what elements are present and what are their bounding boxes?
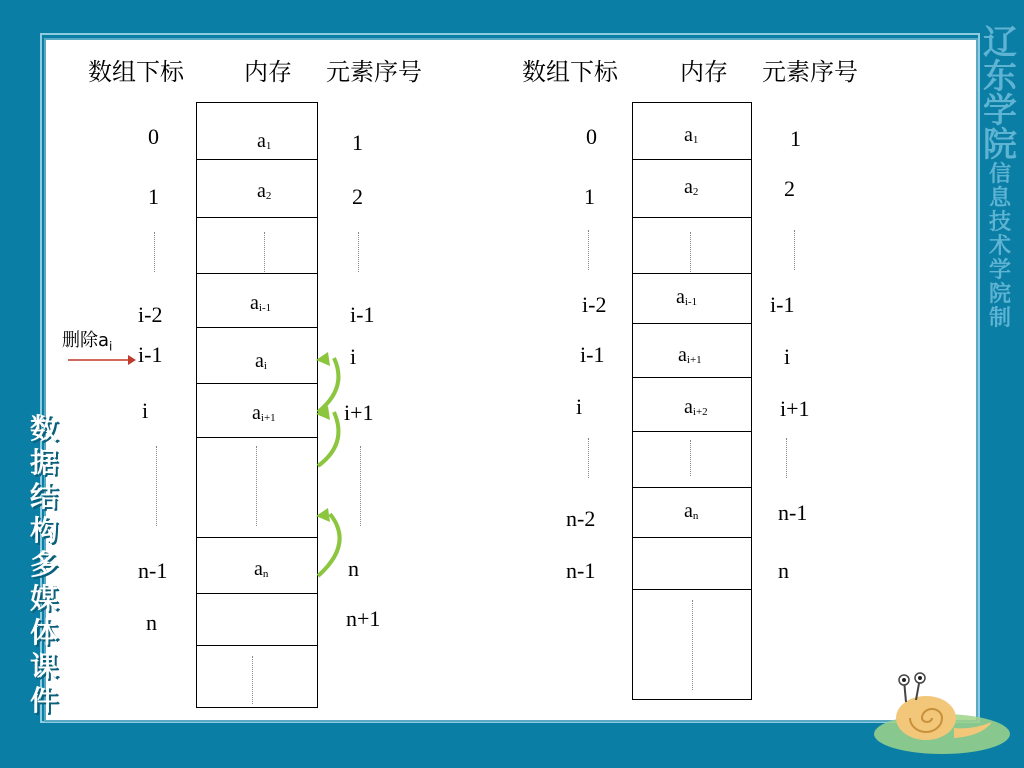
left-memory-header: 内存 [244, 58, 292, 86]
delete-arrow-icon [66, 350, 136, 370]
left-order-label: n+1 [346, 606, 381, 631]
right-index-label: i-2 [582, 292, 607, 317]
right-memory-cell: $a_{i+2}$ [684, 396, 708, 418]
left-order-label: 1 [352, 130, 363, 155]
right-memory-cell: $a_2$ [684, 176, 699, 198]
right-index-label: i-1 [580, 342, 605, 367]
right-index-header: 数组下标 [522, 58, 618, 86]
right-order-label: 1 [790, 126, 801, 151]
right-memory-cell: $a_1$ [684, 124, 699, 146]
right-index-label: n-2 [566, 506, 596, 531]
course-char: 数 [29, 412, 58, 445]
dept-char: 学 [988, 258, 1011, 283]
left-index-header: 数组下标 [88, 58, 184, 86]
school-char: 东 [983, 57, 1017, 97]
left-order-label: i-1 [350, 302, 375, 327]
dept-char: 信 [988, 162, 1011, 187]
school-char: 辽 [983, 23, 1017, 63]
right-memory-cell: $a_{i+1}$ [678, 344, 702, 366]
right-order-label: i [784, 344, 791, 369]
right-index-label: 0 [586, 124, 597, 149]
left-index-label: n-1 [138, 558, 168, 583]
school-title [980, 23, 1020, 331]
right-order-label: n [778, 558, 789, 583]
course-char: 课 [29, 650, 58, 683]
right-memory-cell: $a_{i-1}$ [676, 286, 698, 308]
right-order-label: i-1 [770, 292, 795, 317]
left-index-label: n [146, 610, 157, 635]
school-char: 院 [983, 125, 1017, 165]
dept-char: 制 [988, 306, 1011, 331]
right-memory-header: 内存 [680, 58, 728, 86]
left-order-label: 2 [352, 184, 363, 209]
course-title [14, 412, 74, 718]
course-char: 构 [29, 514, 58, 547]
right-index-label: 1 [584, 184, 595, 209]
course-char: 结 [29, 480, 58, 513]
left-order-header: 元素序号 [326, 58, 422, 86]
left-order-label: i+1 [344, 400, 374, 425]
left-index-label: i [142, 398, 149, 423]
right-memory-cell: $a_n$ [684, 500, 699, 522]
course-char: 据 [29, 446, 58, 479]
left-memory-cell: $a_{i-1}$ [250, 292, 272, 314]
right-index-label: n-1 [566, 558, 596, 583]
dept-char: 院 [988, 282, 1011, 307]
left-index-label: 0 [148, 124, 159, 149]
dept-char: 技 [988, 210, 1011, 235]
right-order-label: 2 [784, 176, 795, 201]
shift-arrows-icon [306, 348, 356, 588]
course-char: 件 [29, 684, 58, 717]
left-memory-cell: $a_i$ [255, 350, 267, 372]
school-char: 学 [983, 91, 1017, 131]
slide-canvas [44, 38, 978, 722]
left-index-label: i-1 [138, 342, 163, 367]
left-memory-cell: $a_2$ [257, 180, 272, 202]
left-memory-cell: $a_{i+1}$ [252, 402, 276, 424]
right-order-label: n-1 [778, 500, 808, 525]
dept-char: 术 [988, 234, 1011, 259]
course-char: 多 [29, 548, 58, 581]
left-order-label: n [348, 556, 359, 581]
left-memory-cell: $a_n$ [254, 558, 269, 580]
delete-label: 删除$a_i$ [62, 330, 113, 354]
right-order-header: 元素序号 [762, 58, 858, 86]
left-order-label: i [350, 344, 357, 369]
dept-char: 息 [988, 186, 1011, 211]
left-index-label: 1 [148, 184, 159, 209]
course-char: 媒 [29, 582, 58, 615]
right-order-label: i+1 [780, 396, 810, 421]
right-index-label: i [576, 394, 583, 419]
snail-icon [862, 672, 1012, 762]
course-char: 体 [29, 616, 58, 649]
left-memory-cell: $a_1$ [257, 130, 272, 152]
left-index-label: i-2 [138, 302, 163, 327]
